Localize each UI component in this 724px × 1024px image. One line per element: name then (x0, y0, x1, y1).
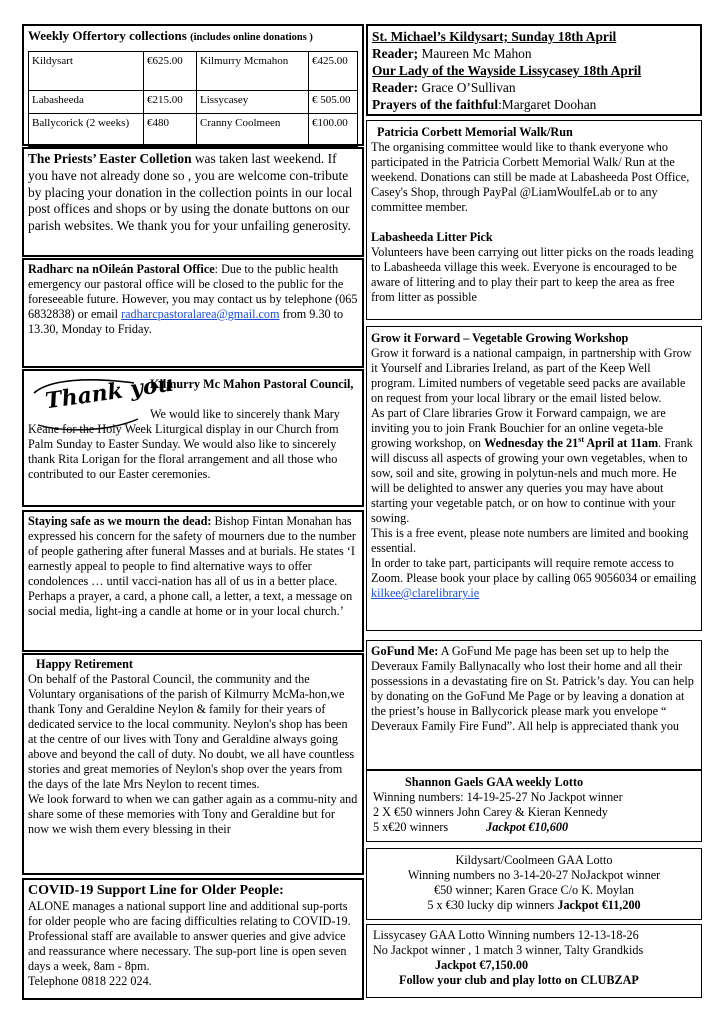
table-cell: €625.00 (144, 52, 197, 91)
retirement-section (22, 653, 364, 875)
easter-collection-heading: The Priests’ Easter Colletion (28, 151, 192, 166)
table-cell: Kilmurry Mcmahon (197, 52, 309, 91)
logo-text: Thank you (43, 370, 176, 415)
easter-collection-text-block (28, 151, 358, 235)
lissycasey-lotto-line-2: No Jackpot winner , 1 match 3 winner, Talty Grandkids (373, 943, 644, 957)
grow-email-link[interactable]: kilkee@clarelibrary.ie (371, 586, 480, 600)
kildysart-lotto-line-2: €50 winner; Karen Grace C/o K. Moylan (433, 883, 635, 897)
radharc-section (22, 258, 364, 368)
radharc-heading: Radharc na nOileán Pastoral Office (28, 262, 215, 276)
kildysart-lotto-heading: Kildysart/Coolmeen GAA Lotto (455, 853, 613, 867)
lissycasey-lotto-line-1: Lissycasey GAA Lotto Winning numbers 12-13-18-26 (373, 928, 639, 942)
corbett-heading: Patricia Corbett Memorial Walk/Run (377, 125, 573, 139)
kildysart-lotto-section (366, 848, 702, 920)
grow-heading: Grow it Forward (371, 331, 461, 345)
gofund-text: A GoFund Me page has been set up to help the Deveraux Family Ballynacally who lost their home and all their possessions in a devastating fire on St. Patrick’s day. You can help by donating on the GoFund Me Page or by leaving a donation at the priest’s house in Ballycorick please mark you envelope “ Deveraux Family Fire Fund”. All help is appreciated thank you (371, 644, 694, 733)
gofund-text-block (371, 644, 697, 734)
gofund-section (366, 640, 702, 770)
offertory-table (28, 51, 358, 147)
radharc-text-block (28, 262, 358, 337)
table-cell: € 505.00 (309, 91, 358, 114)
grow-paragraph-4: In order to take part, participants will require remote access to Zoom. Please book your place by calling 065 9056034 or emailing (371, 556, 697, 585)
table-row (29, 91, 358, 114)
easter-collection-section (22, 147, 364, 257)
retirement-paragraph-2: We look forward to when we can gather again as a commu-nity and share some of these memories with Tony and Geraldine but for now we wish them every blessing in their (28, 792, 358, 836)
retirement-paragraph-1: On behalf of the Pastoral Council, the community and the Voluntary organisations of the parish of Kilmurry McMa-hon,we thank Tony and Geraldine Neylon & family for their years of dedicated service to the local community. Neylon's shop has been at the centre of our lives with Tony and Geraldine always going above and beyond the call of duty. No doubt, we all have countless stories and great memories of Neylon's shop over the years from the days of the late Mrs Neylon to recent times. (28, 672, 355, 791)
staying-safe-heading: Staying safe as we mourn the dead: (28, 514, 212, 528)
staying-safe-text: Bishop Fintan Monahan has expressed his concern for the safety of mourners due to the number of people gathering after funeral Masses and at burials. He states ‘I earnestly appeal to people to find alternative ways to offer condolences … until vacci-nation has all of us in a better place. Perhaps a prayer, a card, a phone call, a letter, a text, a message on social media, light-ing a candle at home or in your local church.’ (28, 514, 356, 618)
covid-text: ALONE manages a national support line and additional sup-ports for older people who are facing difficulties relating to COVID-19. Professional staff are available to answer queries and give advice and reassurance where necessary. The sup-port line is open seven days a week, 8am - 8pm. (28, 899, 351, 973)
gofund-heading: GoFund Me: (371, 644, 439, 658)
table-cell: €425.00 (309, 52, 358, 91)
shannon-heading: Shannon Gaels GAA weekly Lotto (405, 775, 584, 789)
kilmurry-heading: Kilmurry Mc Mahon Pastoral Council, (150, 377, 354, 391)
grow-paragraph-2a: As part of Clare libraries Grow it Forward campaign, we are inviting you to join Frank Bouchier for an online vegeta-ble growing workshop, on (371, 406, 666, 450)
shannon-jackpot: Jackpot €10,600 (486, 820, 569, 834)
corbett-section (366, 120, 702, 320)
offertory-title-line (28, 28, 358, 46)
radharc-text-2: from 9.30 to 13.30, Monday to Friday. (28, 307, 344, 336)
offertory-section (22, 24, 364, 146)
offertory-title-note: (includes online donations ) (190, 32, 313, 43)
litter-heading: Labasheeda Litter Pick (371, 230, 493, 244)
kilmurry-section (22, 369, 364, 507)
readers-section (366, 24, 702, 116)
table-cell: €100.00 (309, 114, 358, 147)
reader-1-label: Reader; (372, 46, 419, 61)
staying-safe-section (22, 510, 364, 652)
table-row (29, 52, 358, 91)
staying-safe-text-block (28, 514, 358, 619)
table-cell: Lissycasey (197, 91, 309, 114)
table-cell: €215.00 (144, 91, 197, 114)
reader-2-name: Grace O’Sullivan (418, 80, 516, 95)
table-cell: Ballycorick (2 weeks) (29, 114, 144, 147)
easter-collection-text: was taken last weekend. If you have not already done so , you are welcome con-tribute by placing your donation in the collection points in our local post offices and shops or by using the donate buttons on our parish websites. We thank you for your unfailing generosity. (28, 151, 353, 234)
reader-2-label: Reader: (372, 80, 419, 95)
lissycasey-lotto-jackpot: Jackpot €7,150.00 (435, 958, 529, 972)
table-row (29, 114, 358, 147)
grow-date-sup: st (578, 434, 584, 444)
covid-heading: COVID-19 Support Line for Older People: (28, 883, 284, 898)
lissycasey-lotto-footer: Follow your club and play lotto on CLUBZAP (399, 973, 639, 987)
readers-line-2: Our Lady of the Wayside Lissycasey 18th April (372, 63, 642, 78)
table-cell: Cranny Coolmeen (197, 114, 309, 147)
lissycasey-lotto-section (366, 924, 702, 998)
kilmurry-text: We would like to sincerely thank Mary Keane for the Holy Week Liturgical display in our Church from Palm Sunday to Easter Sunday. We would also like to sincerely thank Rita Lorigan for the floral arrangement and all those who contributed to our Easter ceremonies. (28, 407, 340, 481)
shannon-lotto-section (366, 770, 702, 842)
radharc-text: : Due to the public health emergency our pastoral office will be closed to the public for the foreseeable future. However, you may contact us by telephone (065 6832838) or email (28, 262, 358, 321)
shannon-line-1: Winning numbers: 14-19-25-27 No Jackpot winner (373, 790, 623, 804)
table-cell: Labasheeda (29, 91, 144, 114)
covid-section (22, 878, 364, 1000)
grow-paragraph-2b: . Frank will discuss all aspects of growing your own vegetables, when to sow, soil and site, growing in polytun-nels and much more. He will be delighted to answer any queries you may have about starting your vegetable patch, or on how to continue with your sowing. (371, 436, 693, 525)
shannon-line-3: 5 x€20 winners (373, 820, 449, 834)
grow-section (366, 326, 702, 631)
kildysart-lotto-jackpot: Jackpot €11,200 (554, 898, 641, 912)
kildysart-lotto-line-1: Winning numbers no 3-14-20-27 NoJackpot winner (407, 868, 661, 882)
kildysart-lotto-line-3: 5 x €30 lucky dip winners (427, 898, 555, 912)
radharc-email-link[interactable]: radharcpastoralarea@gmail.com (121, 307, 280, 321)
table-cell: Kildysart (29, 52, 144, 91)
shannon-line-2: 2 X €50 winners John Carey & Kieran Kennedy (373, 805, 608, 819)
grow-paragraph-1: Grow it forward is a national campaign, in partnership with Grow it Yourself and Libraries Ireland, as part of the Keep Well program. Limited numbers of vegetable seed packs are available on request from your local library or the email listed below. (371, 346, 692, 405)
reader-1-name: Maureen Mc Mahon (418, 46, 532, 61)
table-cell: €480 (144, 114, 197, 147)
retirement-heading: Happy Retirement (36, 657, 133, 671)
offertory-title: Weekly Offertory collections (28, 28, 187, 43)
covid-phone: Telephone 0818 222 024. (28, 974, 152, 988)
grow-paragraph-4-block (371, 556, 697, 601)
prayers-name: :Margaret Doohan (498, 97, 597, 112)
grow-date-2: April at 11am (584, 436, 659, 450)
corbett-text: The organising committee would like to thank everyone who participated in the Patricia Corbett Memorial Walk/ Run at the weekend. Donations can still be made at Labasheeda Post Office, Casey's Shop, through PayPal @LiamWoulfeLab or to any committee member. (371, 140, 690, 214)
litter-text: Volunteers have been carrying out litter picks on the roads leading to Labasheeda village this week. Everyone is encouraged to be aware of littering and to play their part to keep the area as free from litter as possible (371, 245, 694, 304)
readers-line-1: St. Michael’s Kildysart; Sunday 18th April (372, 29, 617, 44)
grow-paragraph-3: This is a free event, please note numbers are limited and booking essential. (371, 526, 689, 555)
grow-date: Wednesday the 21 (484, 436, 579, 450)
grow-heading-2: – Vegetable Growing Workshop (460, 331, 629, 345)
prayers-label: Prayers of the faithful (372, 97, 499, 112)
grow-paragraph-2-block (371, 406, 697, 526)
